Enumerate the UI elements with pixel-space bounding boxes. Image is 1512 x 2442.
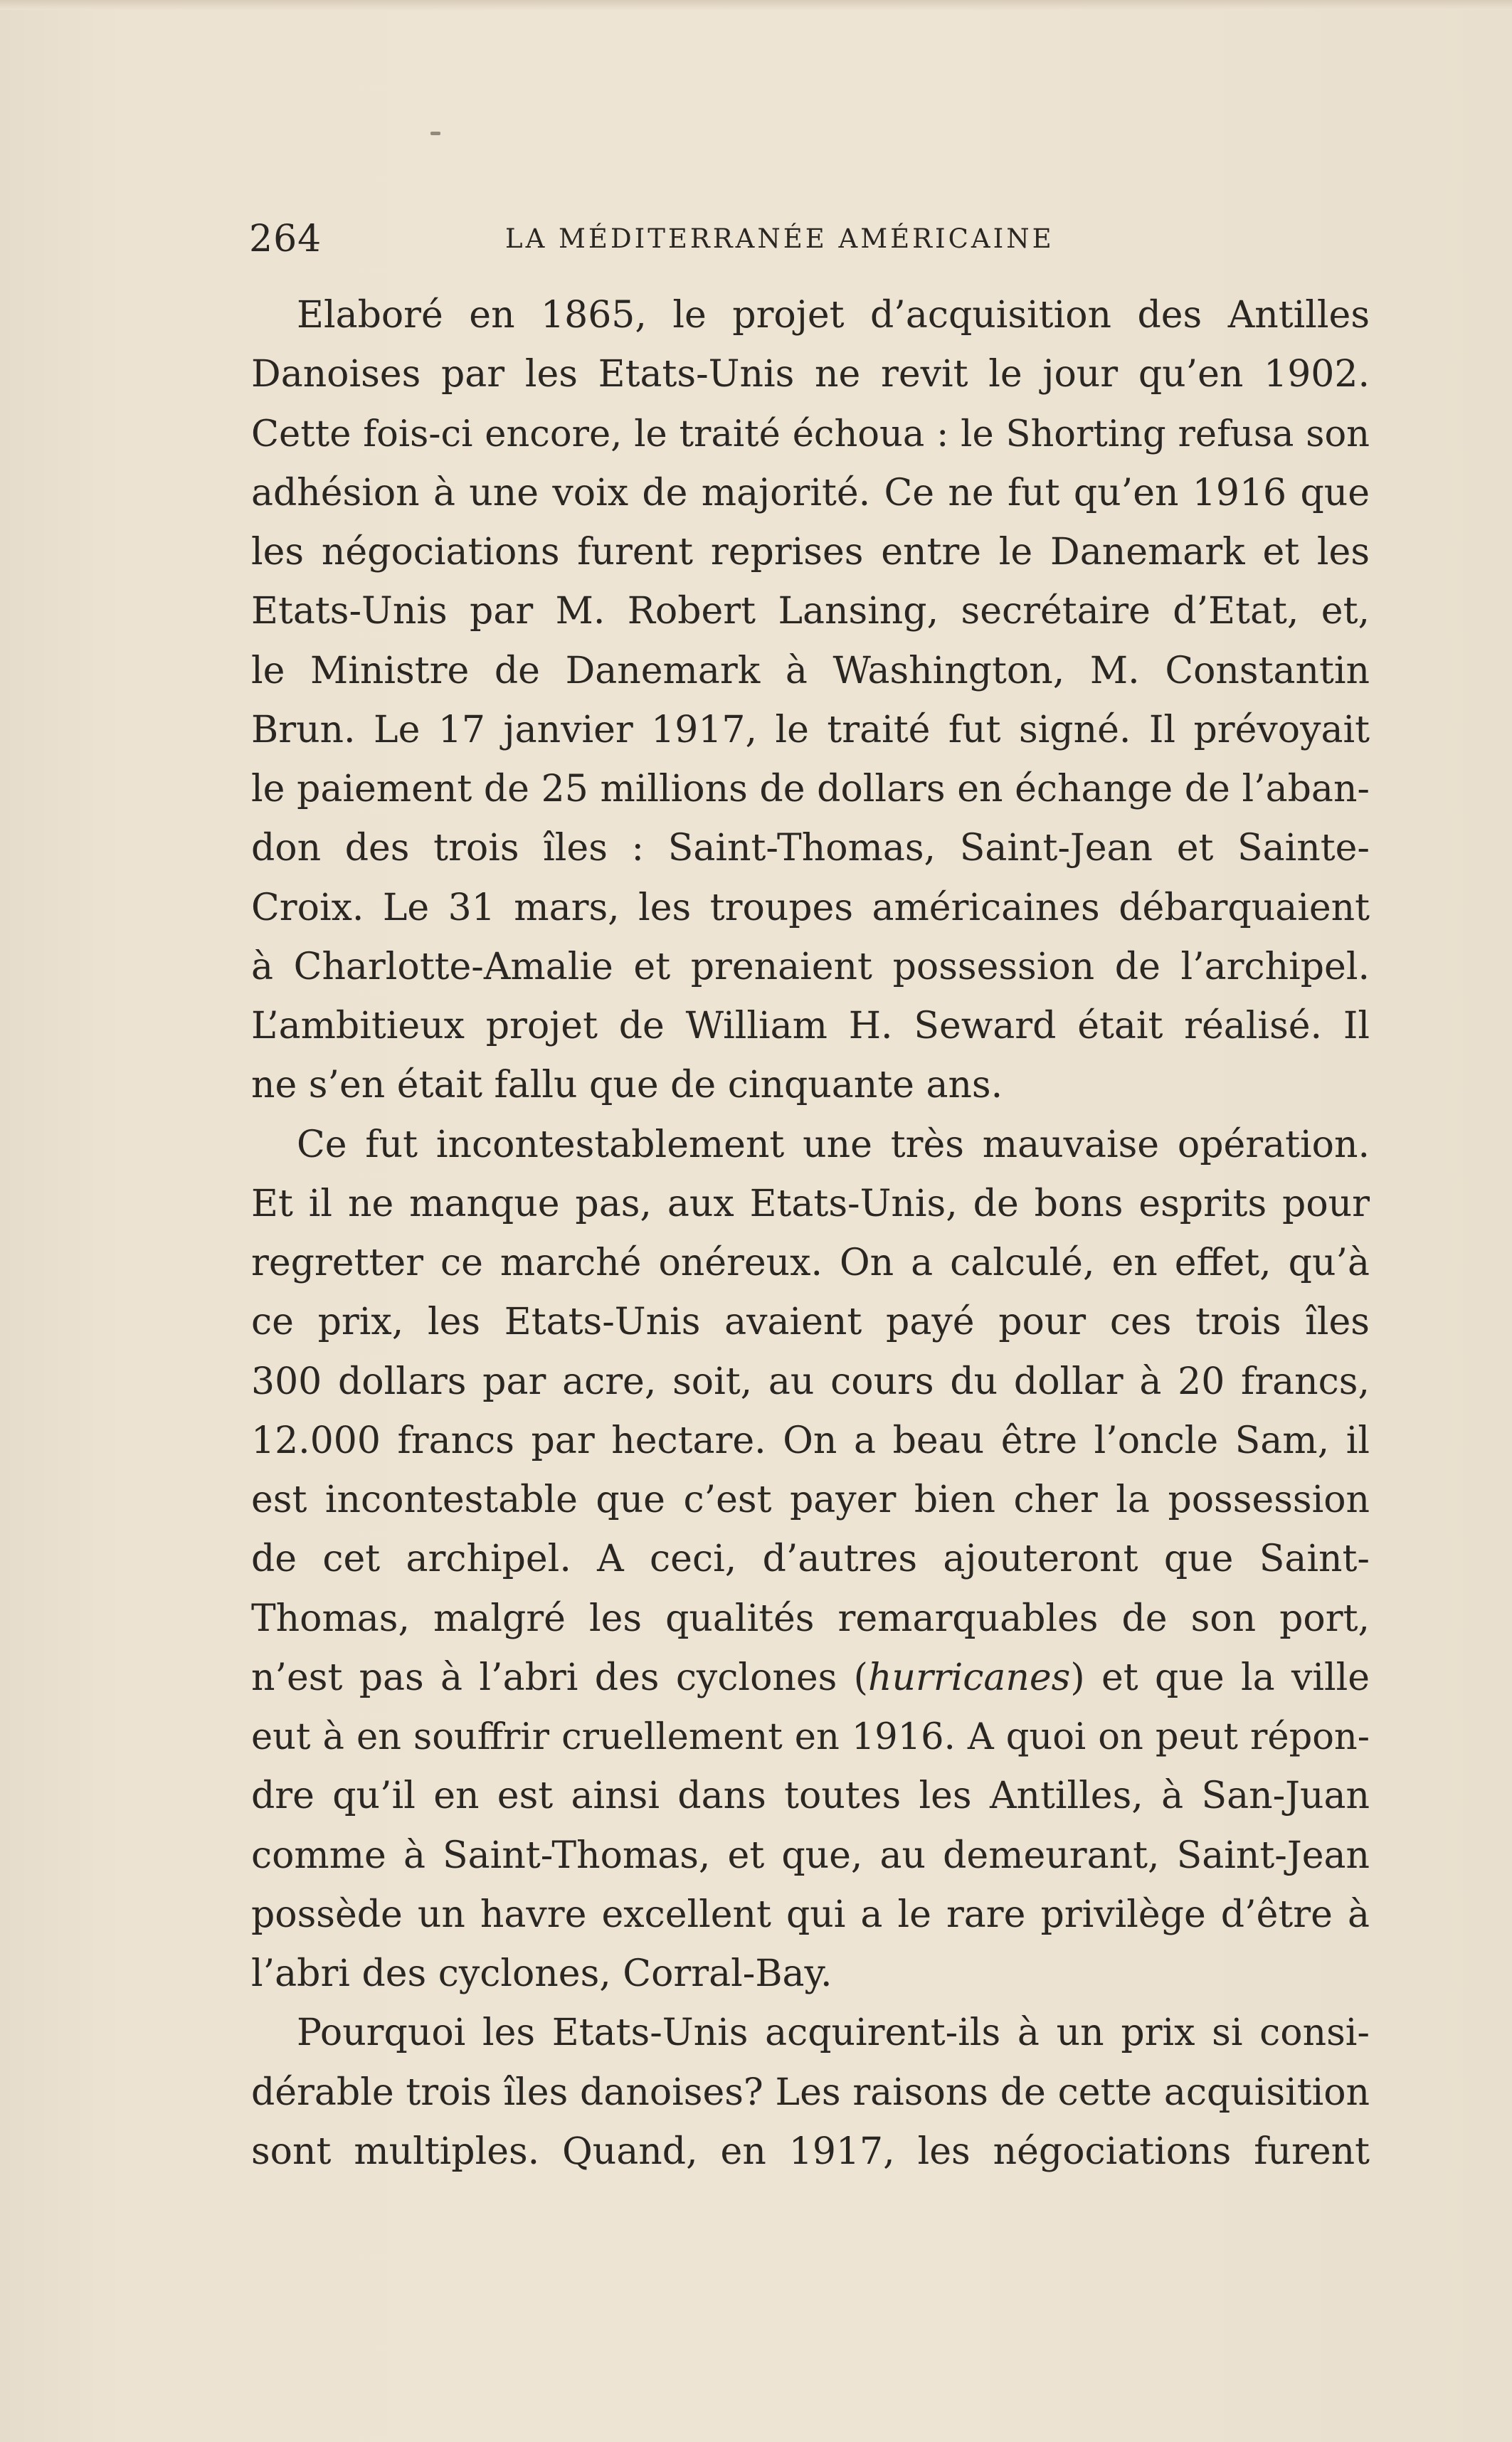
text-line: de cet archipel. A ceci, d’autres ajouteront que Saint- — [251, 1538, 1370, 1581]
text-line: 12.000 francs par hectare. On a beau être l’oncle Sam, il — [251, 1419, 1370, 1462]
page-top-edge — [0, 0, 1512, 10]
text-line: Brun. Le 17 janvier 1917, le traité fut signé. Il prévoyait — [251, 708, 1370, 751]
text-line: don des trois îles : Saint-Thomas, Saint-Jean et Sainte- — [251, 827, 1370, 870]
text-line: Cette fois-ci encore, le traité échoua : le Shorting refusa son — [251, 413, 1370, 455]
ink-mark — [430, 132, 440, 135]
text-line: adhésion à une voix de majorité. Ce ne fut qu’en 1916 que — [251, 471, 1370, 514]
text-line: est incontestable que c’est payer bien cher la possession — [251, 1479, 1370, 1521]
italic-term: hurricanes — [867, 1656, 1071, 1699]
body-text — [251, 286, 1370, 2182]
page-number: 264 — [249, 218, 322, 260]
text-line: Etats-Unis par M. Robert Lansing, secrétaire d’Etat, et, — [251, 590, 1370, 633]
text-line: le paiement de 25 millions de dollars en échange de l’aban- — [251, 768, 1370, 810]
text-line: Danoises par les Etats-Unis ne revit le jour qu’en 1902. — [251, 353, 1370, 396]
text-line: L’ambitieux projet de William H. Seward était réalisé. Il — [251, 1005, 1370, 1047]
text-line: le Ministre de Danemark à Washington, M. Constantin — [251, 649, 1370, 692]
text-line: dre qu’il en est ainsi dans toutes les Antilles, à San-Juan — [251, 1775, 1370, 1818]
text-line: n’est pas à l’abri des cyclones (hurricanes) et que la ville — [251, 1656, 1370, 1699]
text-line: eut à en souffrir cruellement en 1916. A quoi on peut répon- — [251, 1716, 1370, 1758]
text-line: Pourquoi les Etats-Unis acquirent-ils à un prix si consi- — [297, 2012, 1370, 2055]
text-line: Ce fut incontestablement une très mauvaise opération. — [297, 1123, 1370, 1166]
text-line: Et il ne manque pas, aux Etats-Unis, de bons esprits pour — [251, 1182, 1370, 1225]
text-line: Thomas, malgré les qualités remarquables de son port, — [251, 1597, 1370, 1640]
text-line: comme à Saint-Thomas, et que, au demeurant, Saint-Jean — [251, 1834, 1370, 1877]
text-line: ne s’en était fallu que de cinquante ans. — [251, 1064, 1003, 1107]
text-line: possède un havre excellent qui a le rare privilège d’être à — [251, 1893, 1370, 1936]
text-line: l’abri des cyclones, Corral-Bay. — [251, 1952, 832, 1995]
page-header — [249, 211, 1373, 268]
running-title: LA MÉDITERRANÉE AMÉRICAINE — [505, 223, 1054, 254]
text-line: les négociations furent reprises entre le Danemark et les — [251, 531, 1370, 574]
text-line: Elaboré en 1865, le projet d’acquisition des Antilles — [297, 294, 1370, 337]
text-line: ce prix, les Etats-Unis avaient payé pour ces trois îles — [251, 1301, 1370, 1344]
text-line: 300 dollars par acre, soit, au cours du dollar à 20 francs, — [251, 1360, 1370, 1403]
text-line: regretter ce marché onéreux. On a calculé, en effet, qu’à — [251, 1242, 1370, 1284]
text-line: à Charlotte-Amalie et prenaient possession de l’archipel. — [251, 945, 1370, 988]
text-line: dérable trois îles danoises? Les raisons de cette acquisition — [251, 2071, 1370, 2114]
text-line: Croix. Le 31 mars, les troupes américaines débarquaient — [251, 886, 1370, 929]
text-line: sont multiples. Quand, en 1917, les négociations furent — [251, 2130, 1370, 2173]
